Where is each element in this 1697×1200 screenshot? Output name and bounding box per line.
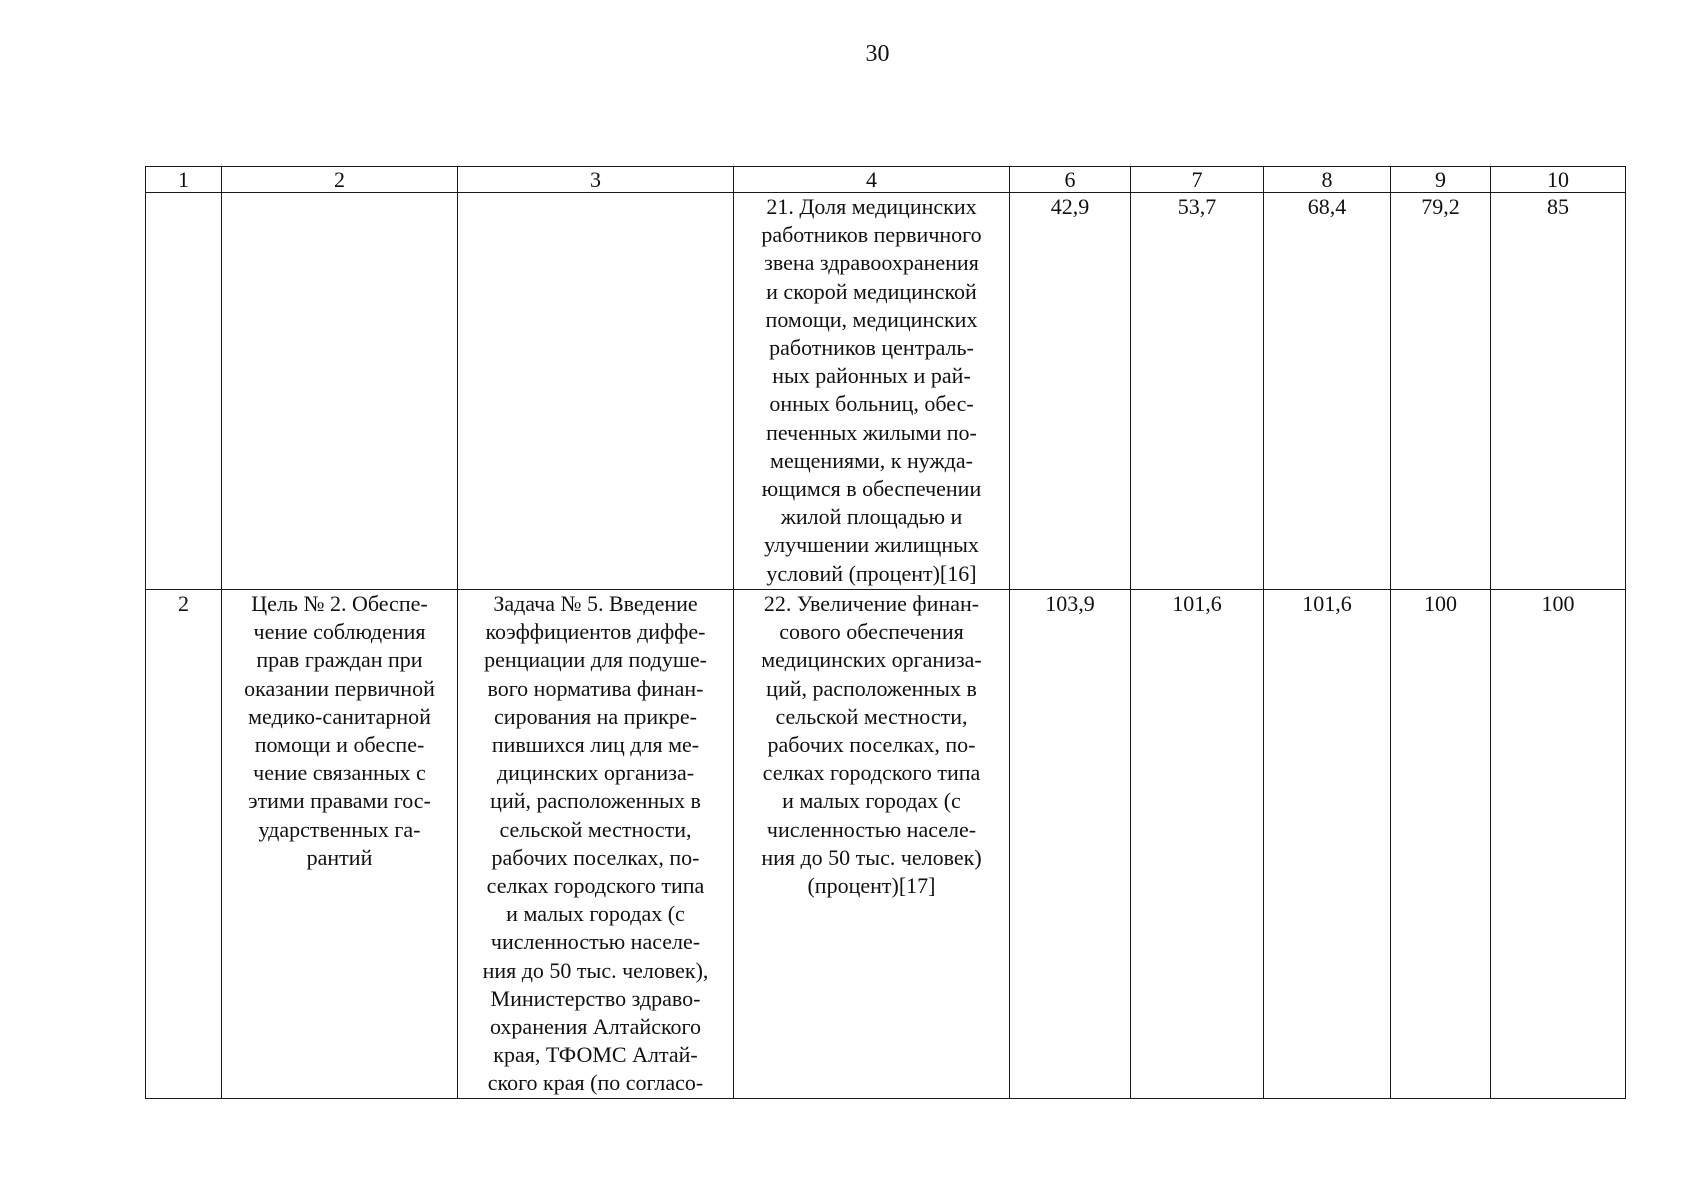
- value-cell-col7: 53,7: [1131, 193, 1264, 590]
- value-cell-col8: 68,4: [1264, 193, 1391, 590]
- value-cell-col9: 79,2: [1391, 193, 1491, 590]
- value-cell-col8: 101,6: [1264, 590, 1391, 1099]
- column-header: 4: [734, 167, 1010, 193]
- table-header-row: [146, 167, 1626, 193]
- value-cell-col6: 103,9: [1010, 590, 1131, 1099]
- table-row: [146, 590, 1626, 1099]
- row-number-cell: 2: [146, 590, 222, 1099]
- indicator-cell: 21. Доля медицинских работников первичного звена здравоохранения и скорой медицинской помощи, медицинских работников централь- ных районных и рай- онных больниц, обес- печенных жилыми по- мещениями, к нужда- ющимся в обеспечении жилой площадью и улучшении жилищных условий (процент)[16]: [734, 193, 1010, 590]
- column-header: 1: [146, 167, 222, 193]
- task-cell: [458, 193, 734, 590]
- column-header: 9: [1391, 167, 1491, 193]
- column-header: 7: [1131, 167, 1264, 193]
- value-cell-col9: 100: [1391, 590, 1491, 1099]
- value-cell-col6: 42,9: [1010, 193, 1131, 590]
- column-header: 6: [1010, 167, 1131, 193]
- indicator-table: [145, 166, 1626, 1099]
- page-number: 30: [865, 41, 890, 67]
- value-cell-col7: 101,6: [1131, 590, 1264, 1099]
- goal-cell: [222, 193, 458, 590]
- indicator-cell: 22. Увеличение финан- сового обеспечения медицинских организа- ций, расположенных в сельской местности, рабочих поселках, по- селках городского типа и малых городах (с численностью населе- ния до 50 тыс. человек) (процент)[17]: [734, 590, 1010, 1099]
- value-cell-col10: 85: [1491, 193, 1626, 590]
- column-header: 10: [1491, 167, 1626, 193]
- column-header: 8: [1264, 167, 1391, 193]
- goal-cell: Цель № 2. Обеспе- чение соблюдения прав граждан при оказании первичной медико-санитарной помощи и обеспе- чение связанных с этими правами гос- ударственных га- рантий: [222, 590, 458, 1099]
- table-row: [146, 193, 1626, 590]
- column-header: 3: [458, 167, 734, 193]
- value-cell-col10: 100: [1491, 590, 1626, 1099]
- column-header: 2: [222, 167, 458, 193]
- row-number-cell: [146, 193, 222, 590]
- task-cell: Задача № 5. Введение коэффициентов диффе- ренциации для подуше- вого норматива финан- сирования на прикре- пившихся лиц для ме- дицинских организа- ций, расположенных в сельской местности, рабочих поселках, по- селках городского типа и малых городах (с численностью населе- ния до 50 тыс. человек), Министерство здраво- охранения Алтайского края, ТФОМС Алтай- ского края (по согласо-: [458, 590, 734, 1099]
